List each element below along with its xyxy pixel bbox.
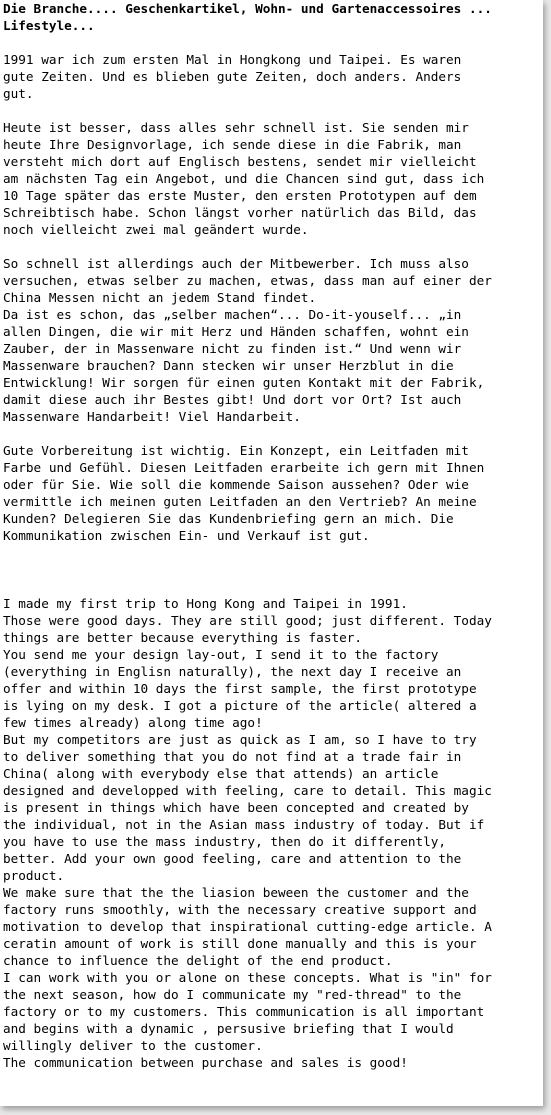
german-p2-line: 10 Tage später das erste Muster, den ersten Prototypen auf dem (3, 188, 477, 203)
german-p2-line: Heute ist besser, dass alles sehr schnell ist. Sie senden mir (3, 120, 469, 135)
german-p3-line: Massenware Handarbeit! Viel Handarbeit. (3, 409, 301, 424)
english-line: But my competitors are just as quick as I am, so I have to try (3, 732, 477, 747)
english-line: (everything in Englisn naturally), the next day I receive an (3, 664, 462, 679)
english-line: few times already) along time ago! (3, 715, 263, 730)
document-text (3, 0, 543, 1071)
english-line: to deliver something that you do not find at a trade fair in (3, 749, 462, 764)
german-p4-line: Gute Vorbereitung ist wichtig. Ein Konzept, ein Leitfaden mit (3, 443, 469, 458)
german-p2-line: am nächsten Tag ein Angebot, und die Chancen sind gut, dass ich (3, 171, 485, 186)
english-line: factory or to my customers. This communication is all important (3, 1004, 485, 1019)
german-p1-line: 1991 war ich zum ersten Mal in Hongkong und Taipei. Es waren (3, 52, 462, 67)
english-line: things are better because everything is faster. (3, 630, 363, 645)
english-line: I can work with you or alone on these concepts. What is "in" for (3, 970, 492, 985)
german-p3-line: So schnell ist allerdings auch der Mitbewerber. Ich muss also (3, 256, 469, 271)
english-line: the individual, not in the Asian mass industry of today. But if (3, 817, 485, 832)
german-p2-line: noch vielleicht zwei mal geändert wurde. (3, 222, 309, 237)
german-p4-line: Kommunikation zwischen Ein- und Verkauf ist gut. (3, 528, 370, 543)
blank-line (3, 425, 543, 442)
german-p1-line: gut. (3, 86, 34, 101)
heading-line-2: Lifestyle... (3, 18, 95, 33)
german-p3-line: versuchen, etwas selber zu machen, etwas, dass man auf einer der (3, 273, 492, 288)
english-line: We make sure that the the liasion beween the customer and the (3, 885, 469, 900)
german-p3-line: allen Dingen, die wir mit Herz und Händen schaffen, wohnt ein (3, 324, 469, 339)
german-p4-line: Kunden? Delegieren Sie das Kundenbriefing gern an mich. Die (3, 511, 454, 526)
english-line: offer and within 10 days the first sample, the first prototype (3, 681, 477, 696)
english-line: Those were good days. They are still good; just different. Today (3, 613, 492, 628)
english-line: The communication between purchase and sales is good! (3, 1055, 408, 1070)
german-p4-line: oder für Sie. Wie soll die kommende Saison aussehen? Oder wie (3, 477, 469, 492)
english-line: You send me your design lay-out, I send it to the factory (3, 647, 439, 662)
english-line: China( along with everybody else that attends) an article (3, 766, 439, 781)
english-line: is present in things which have been concepted and created by (3, 800, 469, 815)
blank-line (3, 238, 543, 255)
german-p4-line: Farbe und Gefühl. Diesen Leitfaden erarbeite ich gern mit Ihnen (3, 460, 485, 475)
blank-line (3, 544, 543, 561)
blank-line (3, 102, 543, 119)
blank-line (3, 578, 543, 595)
heading-line-1: Die Branche.... Geschenkartikel, Wohn- und Gartenaccessoires ... (3, 1, 492, 16)
german-p3-line: Entwicklung! Wir sorgen für einen guten Kontakt mit der Fabrik, (3, 375, 485, 390)
blank-line (3, 561, 543, 578)
german-p1-line: gute Zeiten. Und es blieben gute Zeiten, doch anders. Anders (3, 69, 462, 84)
english-line: chance to influence the delight of the end product. (3, 953, 393, 968)
german-p3-line: damit diese auch ihr Bestes gibt! Und dort vor Ort? Ist auch (3, 392, 462, 407)
english-line: ceratin amount of work is still done manually and this is your (3, 936, 477, 951)
german-p3-line: China Messen nicht an jedem Stand findet. (3, 290, 317, 305)
english-line: and begins with a dynamic , persusive briefing that I would (3, 1021, 454, 1036)
german-p2-line: heute Ihre Designvorlage, ich sende diese in die Fabrik, man (3, 137, 462, 152)
english-line: motivation to develop that inspirational cutting-edge article. A (3, 919, 492, 934)
english-line: you have to use the mass industry, then do it differently, (3, 834, 447, 849)
english-line: the next season, how do I communicate my "red-thread" to the (3, 987, 462, 1002)
german-p4-line: vermittle ich meinen guten Leitfaden an den Vertrieb? An meine (3, 494, 477, 509)
english-line: better. Add your own good feeling, care and attention to the (3, 851, 462, 866)
english-line: is lying on my desk. I got a picture of the article( altered a (3, 698, 477, 713)
blank-line (3, 34, 543, 51)
german-p2-line: versteht mich dort auf Englisch bestens, sendet mir vielleicht (3, 154, 477, 169)
german-p3-line: Massenware brauchen? Dann stecken wir unser Herzblut in die (3, 358, 454, 373)
german-p2-line: Schreibtisch habe. Schon längst vorher natürlich das Bild, das (3, 205, 477, 220)
german-p3-line: Da ist es schon, das „selber machen“... Do-it-youself... „in (3, 307, 462, 322)
english-line: designed and developped with feeling, care to detail. This magic (3, 783, 492, 798)
german-p3-line: Zauber, der in Massenware nicht zu finden ist.“ Und wenn wir (3, 341, 462, 356)
english-line: willingly deliver to the customer. (3, 1038, 263, 1053)
english-line: I made my first trip to Hong Kong and Taipei in 1991. (3, 596, 408, 611)
english-line: product. (3, 868, 65, 883)
english-line: factory runs smoothly, with the necessary creative support and (3, 902, 477, 917)
